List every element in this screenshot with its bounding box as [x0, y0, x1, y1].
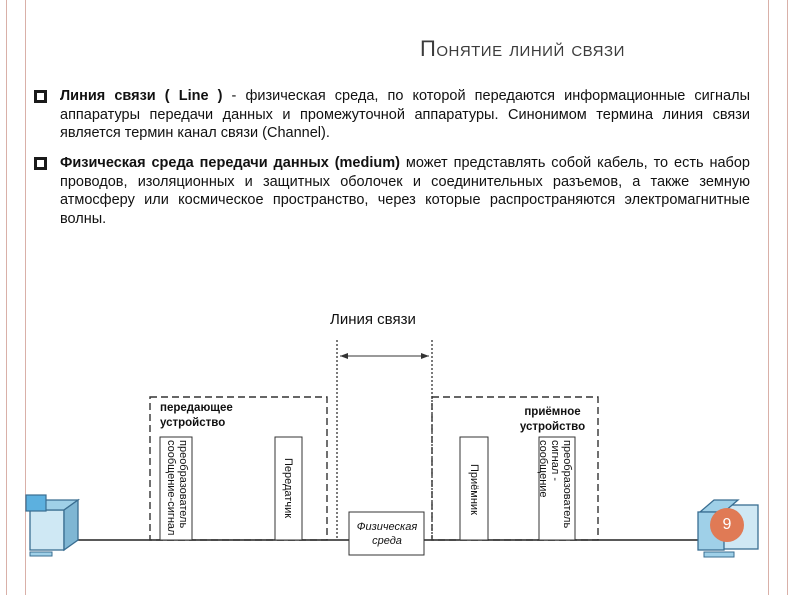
bullet-body: - физическая среда, по которой передаются информационные сигналы аппаратуры передачи данных и промежуточной аппаратуры. Синонимом термина линия связи является термин канал связи (Channel).: [60, 88, 750, 141]
bullet-body: может представлять собой кабель, то есть набор проводов, изоляционных и защитных оболочек и соединительных разъемов, а также земную атмосферу или космическое пространство, через которые распространяются электромагнитные волны.: [60, 155, 750, 227]
page-title: Понятие линий связи: [420, 36, 625, 61]
transmitter-label: Передатчик: [282, 458, 294, 519]
receiver-label: приёмное устройство: [519, 406, 586, 433]
receiver-unit-label: Приёмник: [468, 464, 480, 515]
sender-converter-label: преобразователь сообщение-сигнал: [165, 440, 189, 536]
receiver-converter-label: преобразователь сигнал - сообщение: [537, 440, 573, 529]
page-number-badge: 9: [710, 508, 744, 542]
computer-icon: [26, 495, 78, 556]
medium-label: Физическая среда: [356, 521, 418, 547]
bullet-term: Линия связи ( Line ): [60, 88, 223, 104]
line-label: Линия связи: [330, 311, 416, 328]
sender-label: передающее устройство: [160, 402, 233, 429]
bullet-term: Физическая среда передачи данных (medium): [60, 155, 400, 171]
